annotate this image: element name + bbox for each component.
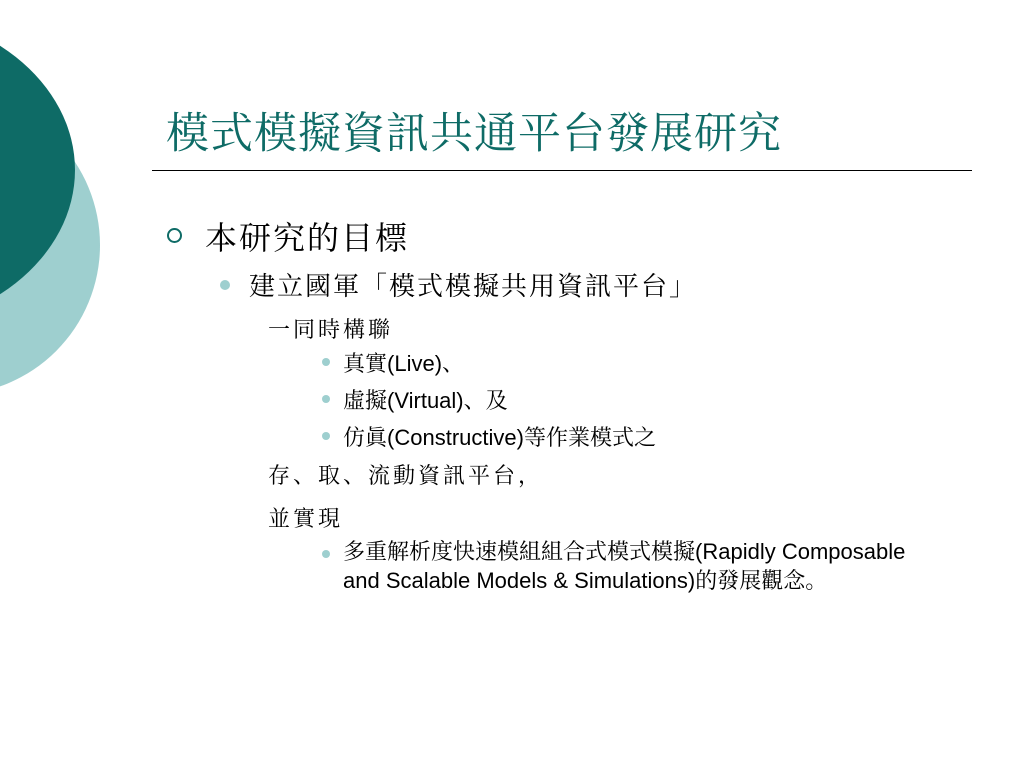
hollow-circle-bullet-icon bbox=[167, 228, 182, 243]
bullet-rapidly-cjk: 多重解析度快速模組組合式模式模擬 bbox=[343, 540, 696, 565]
dot-bullet-icon bbox=[322, 395, 330, 403]
bullet-rapidly-latin: (Rapidly Composable and Scalable Models & Simulations) bbox=[343, 539, 906, 593]
slide-title: 模式模擬資訊共通平台發展研究 bbox=[166, 109, 782, 159]
bullet-rapidly-composable bbox=[343, 538, 918, 596]
bullet-virtual-latin: (Virtual) bbox=[387, 388, 464, 413]
dot-bullet-icon bbox=[220, 280, 230, 290]
level3-text-platform: 存、取、流動資訊平台， bbox=[268, 464, 544, 489]
bullet-virtual bbox=[343, 384, 508, 415]
bullet-virtual-tail: 、及 bbox=[463, 389, 508, 414]
bullet-constructive-cjk: 仿眞 bbox=[343, 426, 388, 451]
bullet-live bbox=[343, 347, 464, 378]
bullet-live-tail: 、 bbox=[442, 352, 465, 377]
bullet-constructive-latin: (Constructive) bbox=[387, 425, 524, 450]
level3-text-realize: 並實現 bbox=[268, 507, 344, 532]
bullet-rapidly-tail: 的發展觀念。 bbox=[695, 569, 828, 594]
dot-bullet-icon bbox=[322, 550, 330, 558]
bullet-virtual-cjk: 虛擬 bbox=[343, 389, 388, 414]
bullet-live-cjk: 真實 bbox=[343, 352, 388, 377]
title-divider bbox=[152, 170, 972, 171]
dot-bullet-icon bbox=[322, 432, 330, 440]
level3-text-sync: 一同時構聯 bbox=[268, 318, 394, 343]
level1-item: 本研究的目標 bbox=[205, 219, 410, 257]
level2-item: 建立國軍「模式模擬共用資訊平台」 bbox=[249, 272, 698, 302]
bullet-live-latin: (Live) bbox=[387, 351, 443, 376]
dot-bullet-icon bbox=[322, 358, 330, 366]
bullet-constructive-tail: 等作業模式之 bbox=[523, 426, 656, 451]
bullet-constructive bbox=[343, 421, 656, 452]
